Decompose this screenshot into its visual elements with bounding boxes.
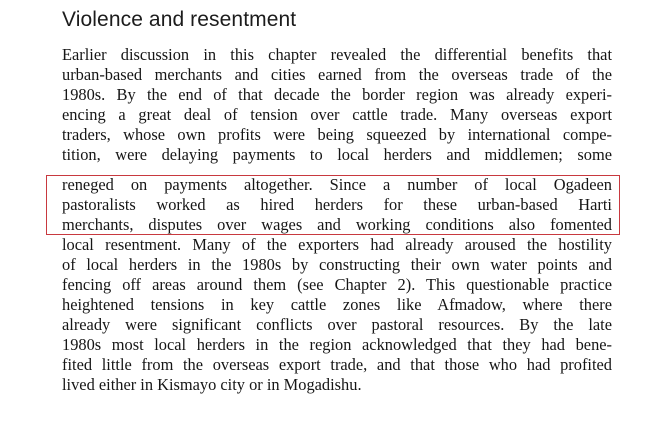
paragraph-line-15: 1980s most local herders in the region acknowledged that they had bene-	[62, 335, 612, 354]
paragraph-line-16: fited little from the overseas export trade, and that those who had profited	[62, 355, 612, 374]
paragraph-line-14: already were significant conflicts over pastoral resources. By the late	[62, 315, 612, 334]
section-heading: Violence and resentment	[62, 8, 297, 31]
paragraph-line-9: merchants, disputes over wages and working conditions also fomented	[62, 215, 612, 234]
paragraph-line-6: tition, were delaying payments to local herders and middlemen; some	[62, 145, 612, 164]
paragraph-line-1: Earlier discussion in this chapter revealed the differential benefits that	[62, 45, 612, 64]
paragraph-line-13: heightened tensions in key cattle zones like Afmadow, where there	[62, 295, 612, 314]
paragraph-line-11: of local herders in the 1980s by constructing their own water points and	[62, 255, 612, 274]
paragraph-line-10: local resentment. Many of the exporters had already aroused the hostility	[62, 235, 612, 254]
paragraph-line-7: reneged on payments altogether. Since a number of local Ogadeen	[62, 175, 612, 194]
highlight-box	[46, 175, 620, 235]
paragraph-line-17: lived either in Kismayo city or in Mogadishu.	[62, 375, 362, 394]
paragraph-line-5: traders, whose own profits were being squeezed by international compe-	[62, 125, 612, 144]
paragraph-line-4: encing a great deal of tension over cattle trade. Many overseas export	[62, 105, 612, 124]
paragraph-line-2: urban-based merchants and cities earned from the overseas trade of the	[62, 65, 612, 84]
paragraph-line-8: pastoralists worked as hired herders for these urban-based Harti	[62, 195, 612, 214]
paragraph-line-12: fencing off areas around them (see Chapter 2). This questionable practice	[62, 275, 612, 294]
paragraph-line-3: 1980s. By the end of that decade the border region was already experi-	[62, 85, 612, 104]
